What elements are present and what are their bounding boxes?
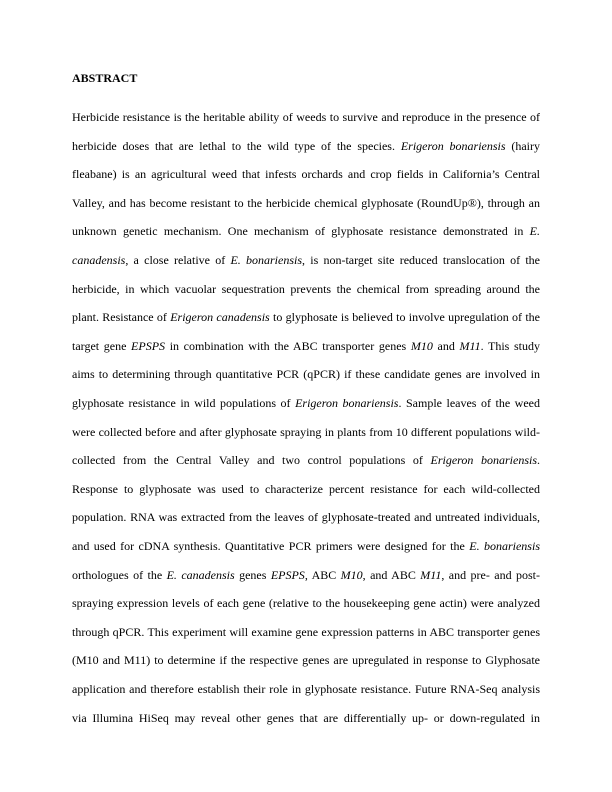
italic-term: E.	[529, 224, 540, 239]
italic-term: EPSPS	[131, 338, 166, 353]
text-run: . This study	[480, 338, 540, 353]
text-run: (M10 and M11) to determine if the respective genes are upregulated in response to Glyphosate	[72, 653, 540, 668]
abstract-line	[72, 567, 540, 583]
text-run: (hairy	[505, 138, 541, 153]
italic-term: E. canadensis	[166, 567, 235, 582]
italic-term: M11	[420, 567, 442, 582]
italic-term: EPSPS	[270, 567, 305, 582]
abstract-line	[72, 223, 540, 239]
text-run: aims to determining through quantitative PCR (qPCR) if these candidate genes are involved in	[72, 367, 540, 382]
abstract-line	[72, 109, 540, 125]
text-run: herbicide, in which vacuolar sequestration prevents the chemical from spreading around the	[72, 281, 540, 296]
italic-term: canadensis	[72, 253, 126, 267]
italic-term: E. bonariensis	[230, 253, 303, 267]
abstract-line	[72, 281, 540, 297]
abstract-line	[72, 452, 540, 468]
text-run: and	[432, 338, 460, 353]
italic-term: E. bonariensis	[469, 539, 540, 553]
text-run: and used for cDNA synthesis. Quantitative PCR primers were designed for the	[72, 539, 470, 553]
text-run: fleabane) is an agricultural weed that infests orchards and crop fields in California’s Central	[72, 167, 540, 182]
abstract-line	[72, 338, 540, 354]
abstract-line	[72, 309, 540, 325]
abstract-line	[72, 652, 540, 668]
abstract-line	[72, 481, 540, 497]
text-run: application and therefore establish their role in glyphosate resistance. Future RNA-Seq analysis	[72, 682, 540, 696]
text-run: Response to glyphosate was used to characterize percent resistance for each wild-collected	[72, 481, 540, 496]
text-run: .	[537, 453, 541, 468]
text-run: via Illumina HiSeq may reveal other genes that are differentially up- or down-regulated in	[72, 710, 540, 725]
italic-term: M11	[459, 338, 481, 353]
text-run: , a close relative of	[125, 253, 231, 267]
italic-term: M10	[410, 338, 433, 353]
abstract-line	[72, 395, 540, 411]
text-run: orthologues of the	[72, 567, 167, 582]
abstract-line	[72, 538, 540, 554]
abstract-line	[72, 710, 540, 726]
italic-term: Erigeron canadensis	[170, 310, 270, 325]
text-run: Herbicide resistance is the heritable ability of weeds to survive and reproduce in the presence of	[72, 110, 540, 124]
text-run: , and ABC	[362, 567, 421, 582]
text-run: , is non-target site reduced translocation of the	[302, 253, 540, 267]
abstract-line	[72, 366, 540, 382]
text-run: . Sample leaves of the weed	[398, 396, 540, 410]
abstract-heading: ABSTRACT	[72, 71, 138, 85]
text-run: to glyphosate is believed to involve upregulation of the	[269, 310, 540, 325]
text-run: target gene	[72, 338, 132, 353]
text-run: population. RNA was extracted from the leaves of glyphosate-treated and untreated individuals,	[72, 510, 540, 525]
text-run: were collected before and after glyphosate spraying in plants from 10 different populations wild-	[72, 424, 540, 439]
text-run: plant. Resistance of	[72, 310, 171, 325]
text-run: glyphosate resistance in wild populations of	[72, 396, 296, 410]
italic-term: Erigeron bonariensis	[295, 396, 399, 410]
italic-term: M10	[340, 567, 363, 582]
abstract-line	[72, 681, 540, 697]
abstract-line	[72, 166, 540, 182]
italic-term: Erigeron bonariensis	[430, 453, 538, 468]
abstract-line	[72, 595, 540, 611]
text-run: , and pre- and post-	[441, 567, 540, 582]
text-run: , ABC	[304, 567, 341, 582]
abstract-line	[72, 252, 540, 268]
text-run: through qPCR. This experiment will examine gene expression patterns in ABC transporter genes	[72, 624, 540, 639]
text-run: Valley, and has become resistant to the herbicide chemical glyphosate (RoundUp®), through an	[72, 195, 540, 210]
text-run: herbicide doses that are lethal to the wild type of the species.	[72, 138, 401, 153]
italic-term: Erigeron bonariensis	[400, 138, 506, 153]
abstract-line	[72, 624, 540, 640]
abstract-line	[72, 424, 540, 440]
text-run: in combination with the ABC transporter genes	[165, 338, 411, 353]
text-run: collected from the Central Valley and two control populations of	[72, 453, 431, 468]
abstract-line	[72, 195, 540, 211]
text-run: unknown genetic mechanism. One mechanism of glyphosate resistance demonstrated in	[72, 224, 530, 239]
abstract-line	[72, 138, 540, 154]
text-run: spraying expression levels of each gene (relative to the housekeeping gene actin) were analyzed	[72, 596, 540, 611]
abstract-line	[72, 509, 540, 525]
text-run: genes	[234, 567, 271, 582]
